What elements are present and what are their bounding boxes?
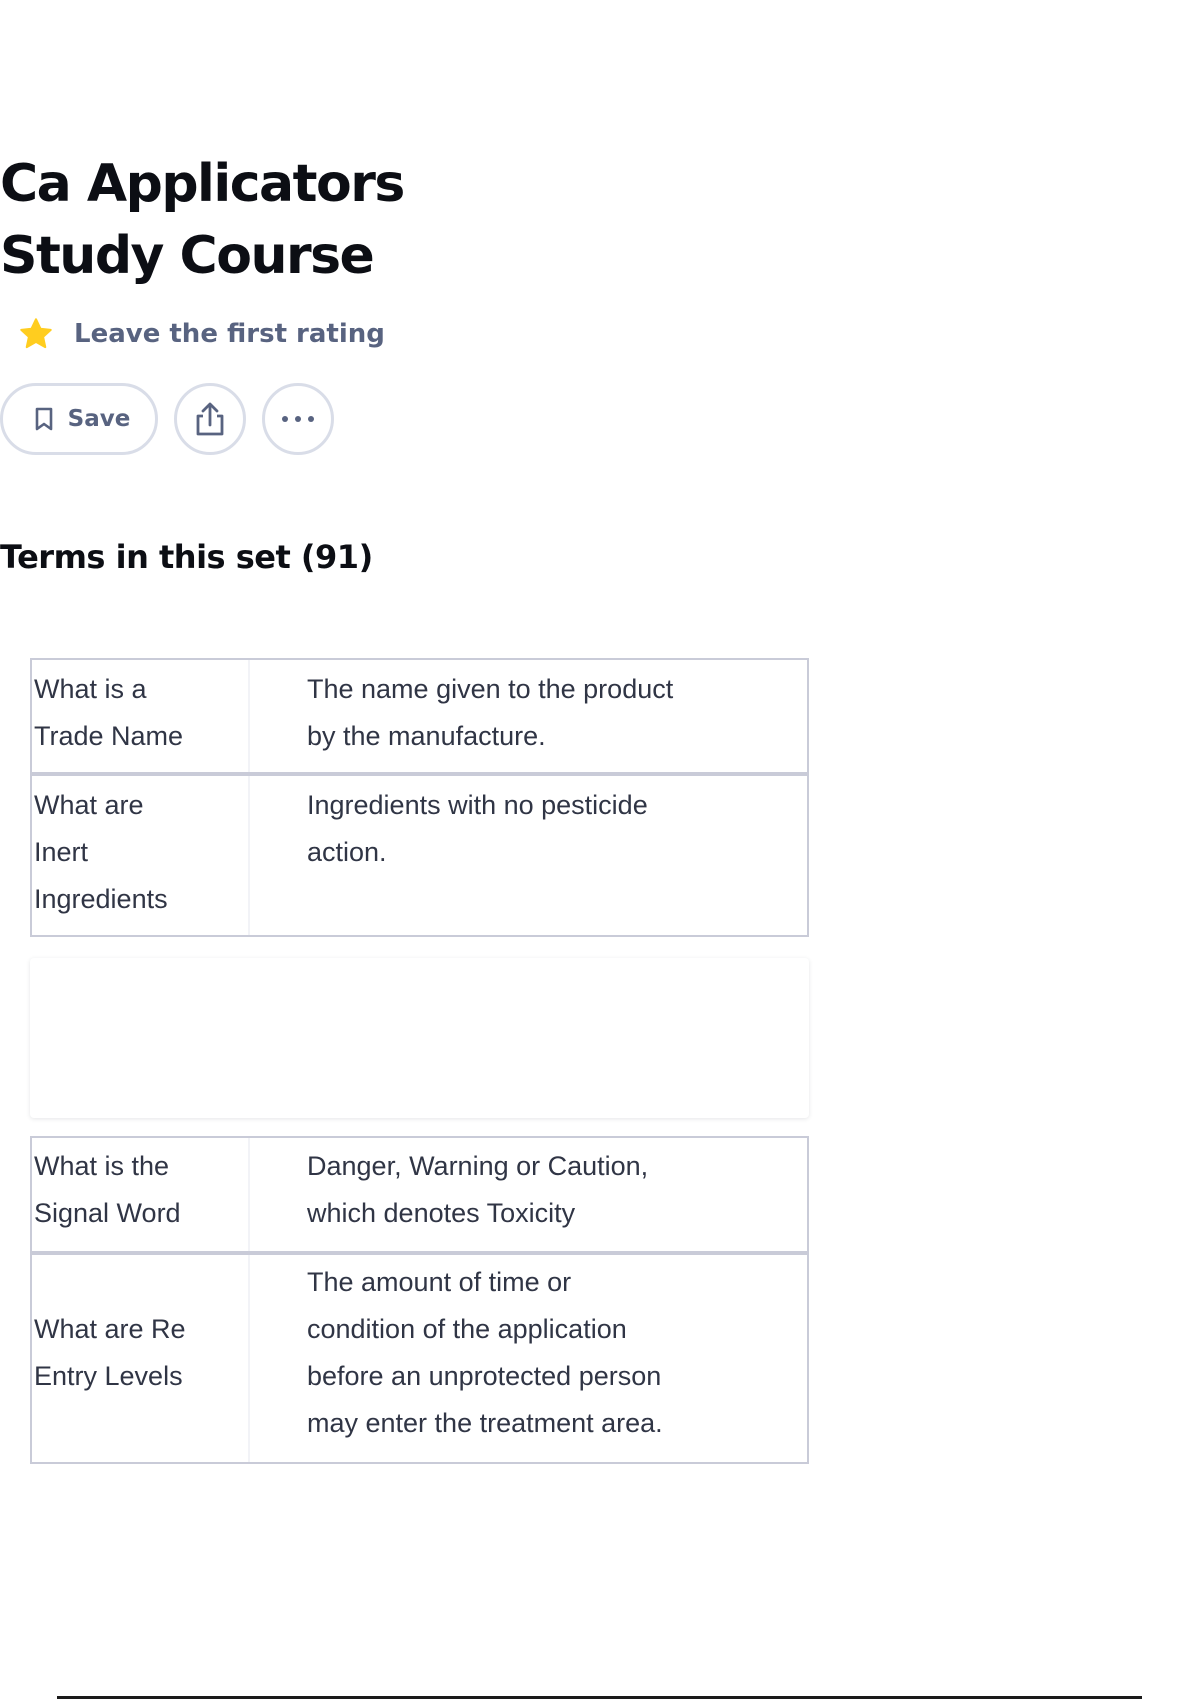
star-icon bbox=[18, 316, 54, 352]
definition-line: by the manufacture. bbox=[307, 721, 546, 751]
term-card bbox=[30, 658, 809, 774]
terms-heading: Terms in this set (91) bbox=[0, 538, 373, 576]
definition-line: action. bbox=[307, 837, 387, 867]
rating-row[interactable] bbox=[18, 316, 385, 352]
definition-line: The name given to the product bbox=[307, 674, 674, 704]
term-card bbox=[30, 1253, 809, 1464]
set-title-line-2: Study Course bbox=[0, 226, 374, 286]
bookmark-icon bbox=[34, 407, 54, 431]
definition-line: which denotes Toxicity bbox=[307, 1198, 576, 1228]
term-text bbox=[32, 1255, 250, 1462]
definition-line: Danger, Warning or Caution, bbox=[307, 1151, 649, 1181]
share-button[interactable] bbox=[174, 383, 246, 455]
definition-text bbox=[307, 776, 797, 876]
term-line: Ingredients bbox=[34, 884, 168, 914]
save-button[interactable] bbox=[0, 383, 158, 455]
set-title bbox=[0, 148, 560, 292]
term-line: What is a bbox=[34, 674, 147, 704]
definition-line: The amount of time or bbox=[307, 1267, 572, 1297]
term-card bbox=[30, 774, 809, 937]
term-line: Entry Levels bbox=[34, 1361, 183, 1391]
share-icon bbox=[194, 401, 226, 437]
definition-line: condition of the application bbox=[307, 1314, 627, 1344]
term-text bbox=[32, 776, 250, 935]
term-line: What are Re bbox=[34, 1314, 186, 1344]
more-icon bbox=[280, 414, 316, 424]
term-text bbox=[32, 660, 250, 772]
term-line: Trade Name bbox=[34, 721, 184, 751]
term-line: Inert bbox=[34, 837, 89, 867]
term-line: What are bbox=[34, 790, 144, 820]
footer-divider bbox=[57, 1696, 1142, 1699]
definition-text bbox=[307, 660, 797, 760]
definition-line: Ingredients with no pesticide bbox=[307, 790, 648, 820]
blank-card-placeholder bbox=[30, 958, 809, 1118]
definition-line: may enter the treatment area. bbox=[307, 1408, 663, 1438]
term-card bbox=[30, 1136, 809, 1253]
definition-text bbox=[307, 1138, 797, 1237]
leave-rating-link[interactable]: Leave the first rating bbox=[74, 319, 385, 349]
definition-text bbox=[307, 1255, 797, 1447]
term-line: Signal Word bbox=[34, 1198, 181, 1228]
set-title-line-1: Ca Applicators bbox=[0, 154, 404, 214]
definition-line: before an unprotected person bbox=[307, 1361, 662, 1391]
save-button-label: Save bbox=[67, 406, 131, 432]
set-actions bbox=[0, 383, 334, 455]
more-options-button[interactable] bbox=[262, 383, 334, 455]
term-text bbox=[32, 1138, 250, 1251]
term-line: What is the bbox=[34, 1151, 170, 1181]
